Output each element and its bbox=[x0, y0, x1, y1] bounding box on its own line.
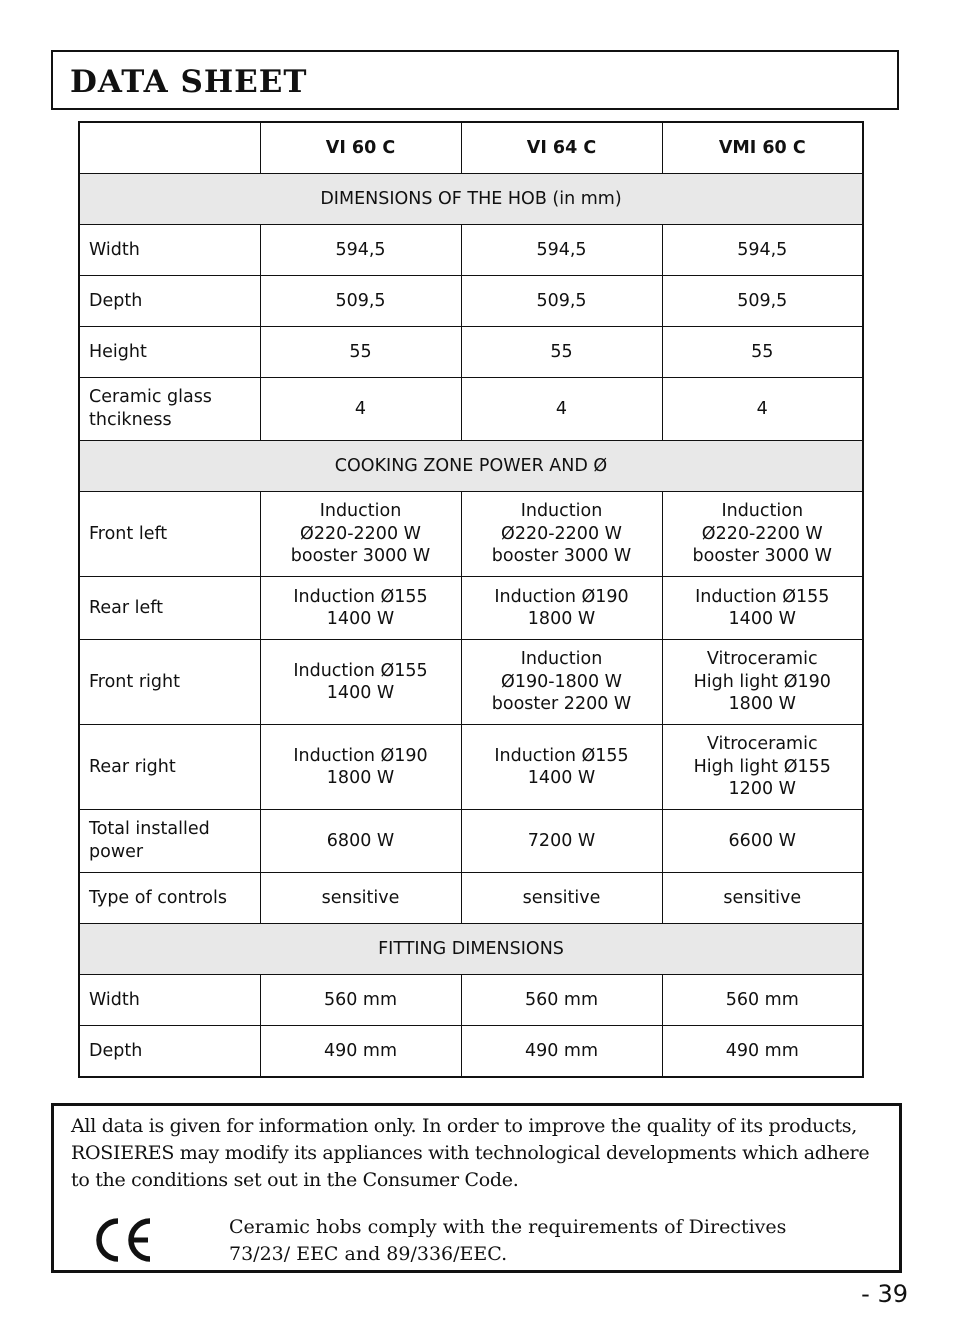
cell-value: 594,5 bbox=[260, 225, 461, 276]
cell-value: 55 bbox=[461, 327, 662, 378]
table-row bbox=[79, 1026, 863, 1078]
section-title-cooking: COOKING ZONE POWER AND Ø bbox=[79, 441, 863, 492]
row-label: Height bbox=[79, 327, 260, 378]
cell-value: sensitive bbox=[461, 873, 662, 924]
cell-value: 594,5 bbox=[662, 225, 863, 276]
cell-value: Induction Ø155 1400 W bbox=[260, 640, 461, 725]
page-number: - 39 bbox=[861, 1280, 908, 1308]
cell-value: Induction Ø220-2200 W booster 3000 W bbox=[662, 492, 863, 577]
section-title-fitting: FITTING DIMENSIONS bbox=[79, 924, 863, 975]
model-header: VI 60 C bbox=[260, 122, 461, 174]
cell-value: 594,5 bbox=[461, 225, 662, 276]
row-label: Width bbox=[79, 975, 260, 1026]
disclaimer-box bbox=[51, 1103, 902, 1273]
cell-value: 560 mm bbox=[260, 975, 461, 1026]
section-row bbox=[79, 924, 863, 975]
cell-value: Induction Ø155 1400 W bbox=[461, 725, 662, 810]
row-label: Depth bbox=[79, 276, 260, 327]
cell-value: 7200 W bbox=[461, 810, 662, 873]
model-header: VMI 60 C bbox=[662, 122, 863, 174]
cell-value: 490 mm bbox=[662, 1026, 863, 1078]
table-row bbox=[79, 577, 863, 640]
table-row bbox=[79, 276, 863, 327]
table-row bbox=[79, 873, 863, 924]
cell-value: Induction Ø155 1400 W bbox=[662, 577, 863, 640]
cell-value: Induction Ø220-2200 W booster 3000 W bbox=[461, 492, 662, 577]
table-row bbox=[79, 810, 863, 873]
cell-value: sensitive bbox=[662, 873, 863, 924]
row-label: Front left bbox=[79, 492, 260, 577]
model-header-row bbox=[79, 122, 863, 174]
ce-mark-icon bbox=[92, 1216, 156, 1264]
table-row bbox=[79, 225, 863, 276]
cell-value: 6800 W bbox=[260, 810, 461, 873]
data-sheet-table bbox=[78, 121, 864, 1078]
table-row bbox=[79, 975, 863, 1026]
table-row bbox=[79, 378, 863, 441]
row-label: Ceramic glass thcikness bbox=[79, 378, 260, 441]
row-label: Front right bbox=[79, 640, 260, 725]
header-empty-cell bbox=[79, 122, 260, 174]
row-label: Type of controls bbox=[79, 873, 260, 924]
section-row bbox=[79, 441, 863, 492]
cell-value: Induction Ø190 1800 W bbox=[461, 577, 662, 640]
model-header: VI 64 C bbox=[461, 122, 662, 174]
cell-value: 560 mm bbox=[662, 975, 863, 1026]
cell-value: 509,5 bbox=[461, 276, 662, 327]
page-title: DATA SHEET bbox=[70, 64, 308, 100]
table-row bbox=[79, 492, 863, 577]
disclaimer-text: All data is given for information only. In order to improve the quality of its products, ROSIERES may modify its appliances with technological developments which adhere to the conditions set out in the Consumer Code. bbox=[71, 1115, 870, 1191]
cell-value: 4 bbox=[662, 378, 863, 441]
row-label: Width bbox=[79, 225, 260, 276]
cell-value: Induction Ø190-1800 W booster 2200 W bbox=[461, 640, 662, 725]
cell-value: 55 bbox=[260, 327, 461, 378]
cell-value: 490 mm bbox=[260, 1026, 461, 1078]
cell-value: Induction Ø190 1800 W bbox=[260, 725, 461, 810]
row-label: Rear right bbox=[79, 725, 260, 810]
table-row bbox=[79, 640, 863, 725]
cell-value: 509,5 bbox=[662, 276, 863, 327]
cell-value: 490 mm bbox=[461, 1026, 662, 1078]
title-box bbox=[51, 50, 899, 110]
table-row bbox=[79, 327, 863, 378]
table-row bbox=[79, 725, 863, 810]
cell-value: Induction Ø155 1400 W bbox=[260, 577, 461, 640]
cell-value: sensitive bbox=[260, 873, 461, 924]
row-label: Total installed power bbox=[79, 810, 260, 873]
directive-text: Ceramic hobs comply with the requirements of Directives 73/23/ EEC and 89/336/EEC. bbox=[229, 1216, 787, 1265]
section-row bbox=[79, 174, 863, 225]
cell-value: 509,5 bbox=[260, 276, 461, 327]
cell-value: 560 mm bbox=[461, 975, 662, 1026]
cell-value: Induction Ø220-2200 W booster 3000 W bbox=[260, 492, 461, 577]
row-label: Rear left bbox=[79, 577, 260, 640]
cell-value: Vitroceramic High light Ø190 1800 W bbox=[662, 640, 863, 725]
cell-value: Vitroceramic High light Ø155 1200 W bbox=[662, 725, 863, 810]
row-label: Depth bbox=[79, 1026, 260, 1078]
cell-value: 4 bbox=[260, 378, 461, 441]
cell-value: 6600 W bbox=[662, 810, 863, 873]
cell-value: 55 bbox=[662, 327, 863, 378]
cell-value: 4 bbox=[461, 378, 662, 441]
section-title-hob: DIMENSIONS OF THE HOB (in mm) bbox=[79, 174, 863, 225]
